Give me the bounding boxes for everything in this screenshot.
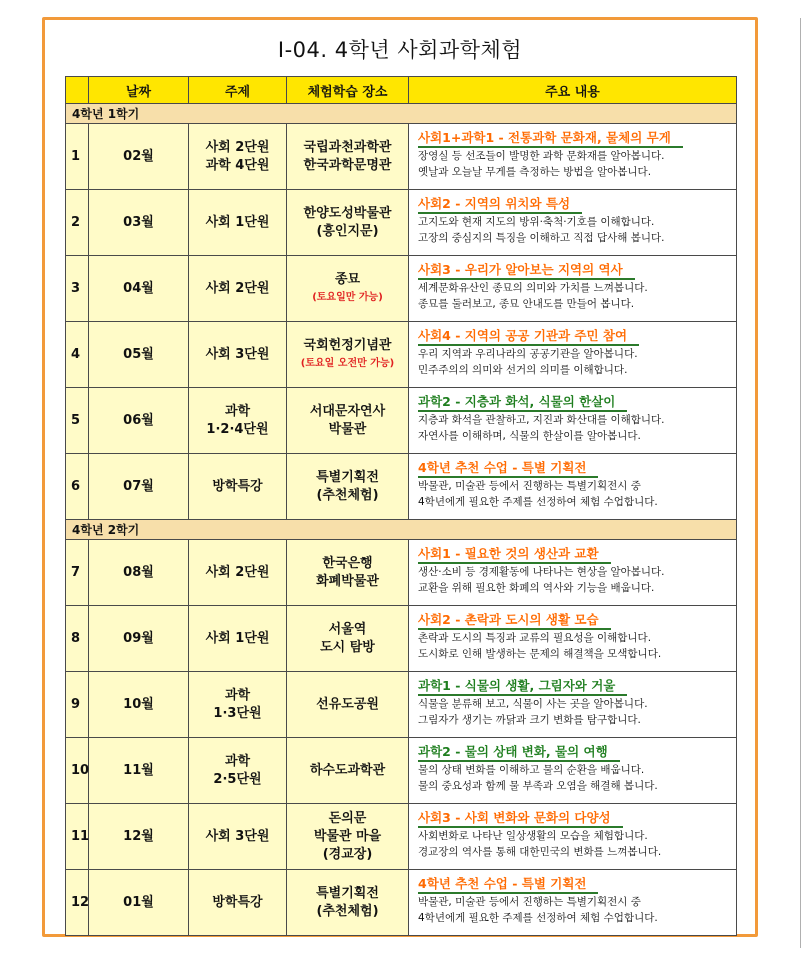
row-month: 08월: [89, 540, 189, 606]
topic-line: 2·5단원: [213, 771, 262, 787]
content-line: 우리 지역과 우리나라의 공공기관을 알아봅니다.: [418, 348, 638, 360]
row-number: 2: [66, 190, 89, 256]
row-month: 10월: [89, 672, 189, 738]
content-heading: 사회3 - 사회 변화와 문화의 다양성: [418, 809, 623, 828]
row-month: 05월: [89, 322, 189, 388]
semester-label: 4학년 1학기: [66, 104, 737, 124]
place-line: 특별기획전: [316, 469, 379, 485]
row-topic: [189, 388, 287, 454]
row-topic: [189, 124, 287, 190]
table-row: [66, 256, 737, 322]
content-heading: 사회1 - 필요한 것의 생산과 교환: [418, 545, 611, 564]
topic-line: 사회 2단원: [205, 564, 270, 580]
content-line: 4학년에게 필요한 주제를 선정하여 체험 수업합니다.: [418, 912, 658, 924]
header-place: 체험학습 장소: [287, 77, 409, 104]
row-place: [287, 540, 409, 606]
row-topic: [189, 454, 287, 520]
row-number: 6: [66, 454, 89, 520]
place-line: 화폐박물관: [316, 573, 379, 589]
document-frame: [42, 17, 758, 937]
row-month: 06월: [89, 388, 189, 454]
content-line: 사회변화로 나타난 일상생활의 모습을 체험합니다.: [418, 830, 648, 842]
topic-line: 사회 1단원: [205, 214, 270, 230]
row-month: 12월: [89, 804, 189, 870]
table-row: [66, 454, 737, 520]
topic-line: 방학특강: [212, 478, 263, 494]
row-content: [409, 256, 737, 322]
table-row: [66, 738, 737, 804]
place-line: 서울역: [328, 621, 367, 637]
row-topic: [189, 322, 287, 388]
row-content: [409, 672, 737, 738]
table-row: [66, 190, 737, 256]
place-line: 국회헌정기념관: [303, 337, 392, 353]
row-number: 5: [66, 388, 89, 454]
row-place: [287, 738, 409, 804]
content-line: 생산·소비 등 경제활동에 나타나는 현상을 알아봅니다.: [418, 566, 665, 578]
content-line: 옛날과 오늘날 무게를 측정하는 방법을 알아봅니다.: [418, 166, 652, 178]
content-line: 교환을 위해 필요한 화폐의 역사와 기능을 배웁니다.: [418, 582, 655, 594]
row-number: 12: [66, 870, 89, 936]
table-row: [66, 322, 737, 388]
topic-line: 과학 4단원: [205, 157, 270, 173]
topic-line: 사회 3단원: [205, 828, 270, 844]
row-content: [409, 124, 737, 190]
content-line: 4학년에게 필요한 주제를 선정하여 체험 수업합니다.: [418, 496, 658, 508]
content-line: 물의 상태 변화를 이해하고 물의 순환을 배웁니다.: [418, 764, 645, 776]
row-month: 01월: [89, 870, 189, 936]
row-topic: [189, 256, 287, 322]
table-row: [66, 606, 737, 672]
table-header-row: [66, 77, 737, 104]
row-topic: [189, 540, 287, 606]
content-line: 고지도와 현재 지도의 방위·축척·기호를 이해합니다.: [418, 216, 655, 228]
topic-line: 1·3단원: [213, 705, 262, 721]
semester-row: [66, 520, 737, 540]
row-topic: [189, 672, 287, 738]
topic-line: 과학: [224, 753, 251, 769]
row-number: 1: [66, 124, 89, 190]
place-line: (추천체험): [316, 903, 379, 919]
content-heading: 과학2 - 물의 상태 변화, 물의 여행: [418, 743, 620, 762]
row-place: [287, 606, 409, 672]
topic-line: 1·2·4단원: [206, 421, 269, 437]
row-topic: [189, 738, 287, 804]
row-content: [409, 454, 737, 520]
place-line: 특별기획전: [316, 885, 379, 901]
content-line: 자연사를 이해하며, 식물의 한살이를 알아봅니다.: [418, 430, 641, 442]
row-content: [409, 606, 737, 672]
header-content: 주요 내용: [409, 77, 737, 104]
content-line: 박물관, 미술관 등에서 진행하는 특별기획전시 중: [418, 480, 641, 492]
table-row: [66, 540, 737, 606]
row-place: [287, 672, 409, 738]
topic-line: 사회 1단원: [205, 630, 270, 646]
topic-line: 과학: [224, 687, 251, 703]
row-place: [287, 388, 409, 454]
content-line: 도시화로 인해 발생하는 문제의 해결책을 모색합니다.: [418, 648, 662, 660]
row-place: [287, 322, 409, 388]
row-number: 3: [66, 256, 89, 322]
header-date: 날짜: [89, 77, 189, 104]
place-line: 한양도성박물관: [303, 205, 392, 221]
row-place: [287, 190, 409, 256]
place-line: 박물관: [328, 421, 367, 437]
row-place: [287, 870, 409, 936]
place-line: (경교장): [322, 846, 373, 862]
place-line: 하수도과학관: [309, 762, 386, 778]
row-place: [287, 124, 409, 190]
content-heading: 과학1 - 식물의 생활, 그림자와 거울: [418, 677, 627, 696]
row-content: [409, 540, 737, 606]
place-line: 서대문자연사: [309, 403, 386, 419]
schedule-table: [65, 76, 737, 936]
content-heading: 사회4 - 지역의 공공 기관과 주민 참여: [418, 327, 639, 346]
place-line: 돈의문: [328, 810, 367, 826]
place-note: (토요일만 가능): [312, 291, 383, 303]
row-place: [287, 454, 409, 520]
content-line: 민주주의의 의미와 선거의 의미를 이해합니다.: [418, 364, 628, 376]
row-place: [287, 804, 409, 870]
place-line: 한국은행: [322, 555, 373, 571]
content-heading: 사회2 - 지역의 위치와 특성: [418, 195, 582, 214]
place-line: 종묘: [334, 271, 361, 287]
row-month: 07월: [89, 454, 189, 520]
content-line: 종묘를 둘러보고, 종묘 안내도를 만들어 봅니다.: [418, 298, 635, 310]
place-line: (흥인지문): [316, 223, 379, 239]
content-heading: 사회3 - 우리가 알아보는 지역의 역사: [418, 261, 635, 280]
topic-line: 사회 3단원: [205, 346, 270, 362]
row-number: 10: [66, 738, 89, 804]
content-line: 물의 중요성과 함께 물 부족과 오염을 해결해 봅니다.: [418, 780, 658, 792]
row-month: 04월: [89, 256, 189, 322]
topic-line: 과학: [224, 403, 251, 419]
page-title: Ⅰ-04. 4학년 사회과학체험: [277, 38, 523, 62]
row-number: 8: [66, 606, 89, 672]
place-line: 박물관 마을: [313, 828, 382, 844]
row-topic: [189, 870, 287, 936]
content-line: 지층과 화석을 관찰하고, 지진과 화산대를 이해합니다.: [418, 414, 665, 426]
topic-line: 사회 2단원: [205, 280, 270, 296]
row-place: [287, 256, 409, 322]
row-content: [409, 322, 737, 388]
topic-line: 방학특강: [212, 894, 263, 910]
table-row: [66, 124, 737, 190]
content-line: 박물관, 미술관 등에서 진행하는 특별기획전시 중: [418, 896, 641, 908]
row-number: 7: [66, 540, 89, 606]
row-month: 09월: [89, 606, 189, 672]
row-content: [409, 738, 737, 804]
place-line: 도시 탐방: [320, 639, 375, 655]
header-number: [66, 77, 89, 104]
content-line: 촌락과 도시의 특징과 교류의 필요성을 이해합니다.: [418, 632, 652, 644]
content-heading: 4학년 추천 수업 - 특별 기획전: [418, 459, 598, 478]
place-line: 국립과천과학관: [303, 139, 392, 155]
row-month: 03월: [89, 190, 189, 256]
content-line: 장영실 등 선조들이 발명한 과학 문화재를 알아봅니다.: [418, 150, 665, 162]
table-row: [66, 388, 737, 454]
content-line: 고장의 중심지의 특징을 이해하고 직접 답사해 봅니다.: [418, 232, 665, 244]
content-heading: 과학2 - 지층과 화석, 식물의 한살이: [418, 393, 627, 412]
row-content: [409, 388, 737, 454]
row-topic: [189, 606, 287, 672]
place-line: 한국과학문명관: [303, 157, 392, 173]
content-line: 경교장의 역사를 통해 대한민국의 변화를 느껴봅니다.: [418, 846, 662, 858]
row-content: [409, 870, 737, 936]
content-line: 그림자가 생기는 까닭과 크기 변화를 탐구합니다.: [418, 714, 641, 726]
table-row: [66, 870, 737, 936]
table-row: [66, 672, 737, 738]
place-note: (토요일 오전만 가능): [300, 357, 395, 369]
place-line: 선유도공원: [316, 696, 379, 712]
row-number: 11: [66, 804, 89, 870]
row-topic: [189, 190, 287, 256]
topic-line: 사회 2단원: [205, 139, 270, 155]
row-topic: [189, 804, 287, 870]
content-heading: 4학년 추천 수업 - 특별 기획전: [418, 875, 598, 894]
content-heading: 사회2 - 촌락과 도시의 생활 모습: [418, 611, 611, 630]
row-number: 4: [66, 322, 89, 388]
row-month: 11월: [89, 738, 189, 804]
page-edge-line: [800, 18, 801, 948]
semester-label: 4학년 2학기: [66, 520, 737, 540]
row-number: 9: [66, 672, 89, 738]
row-month: 02월: [89, 124, 189, 190]
table-row: [66, 804, 737, 870]
content-line: 식물을 분류해 보고, 식물이 사는 곳을 알아봅니다.: [418, 698, 648, 710]
header-topic: 주제: [189, 77, 287, 104]
place-line: (추천체험): [316, 487, 379, 503]
row-content: [409, 190, 737, 256]
row-content: [409, 804, 737, 870]
content-line: 세계문화유산인 종묘의 의미와 가치를 느껴봅니다.: [418, 282, 648, 294]
semester-row: [66, 104, 737, 124]
content-heading: 사회1+과학1 - 전통과학 문화재, 물체의 무게: [418, 129, 683, 148]
